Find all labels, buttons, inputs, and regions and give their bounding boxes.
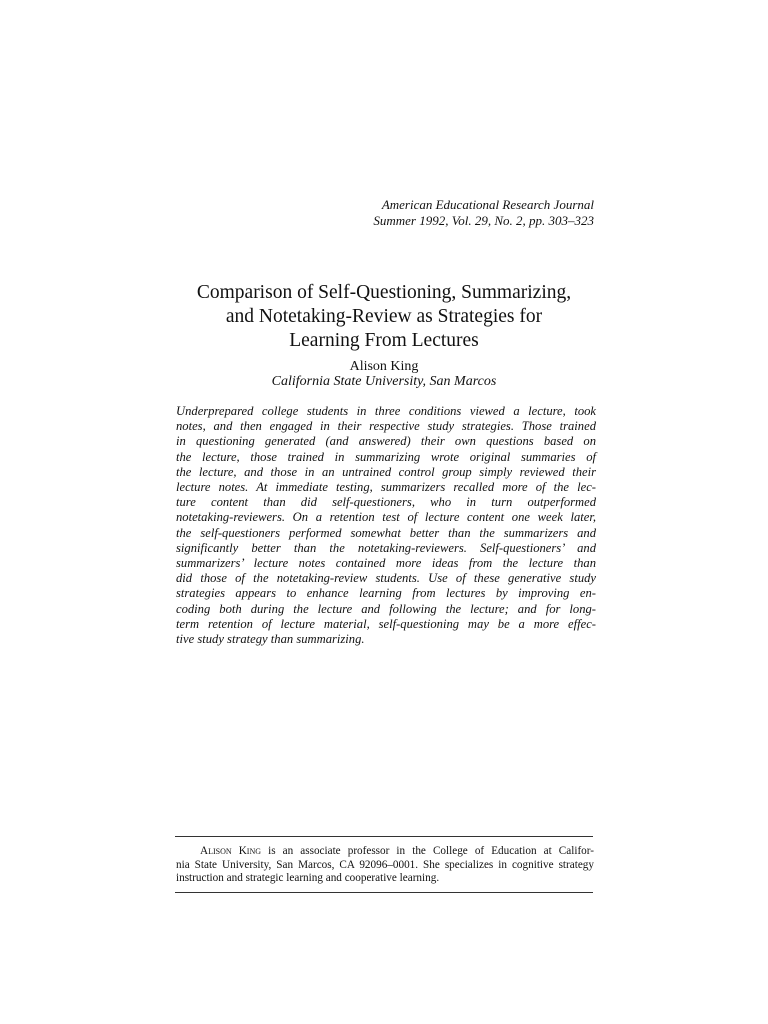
abstract-line: strategies appears to enhance learning from lectures by improving en- [176,586,596,601]
abstract-line: summarizers’ lecture notes contained more ideas from the lecture than [176,556,596,571]
author-affiliation: California State University, San Marcos [271,374,497,389]
footnote-rule-top [175,836,593,837]
author-footnote [176,845,594,886]
footnote-line: nia State University, San Marcos, CA 92096–0001. She specializes in cognitive strategy [176,858,594,871]
abstract-line: significantly better than the notetaking-reviewers. Self-questioners’ and [176,540,596,555]
abstract-line: lecture notes. At immediate testing, summarizers recalled more of the lec- [176,480,596,495]
abstract-line: the self-questioners performed somewhat better than the summarizers and [176,525,596,540]
footnote-line [176,845,594,859]
abstract-line: term retention of lecture material, self-questioning may be a more effec- [176,616,596,631]
title-line: and Notetaking-Review as Strategies for [225,306,543,327]
abstract [176,404,596,647]
abstract-line: ture content than did self-questioners, who in turn outperformed [176,495,596,510]
journal-issue: Summer 1992, Vol. 29, No. 2, pp. 303–323 [373,213,594,228]
abstract-line: coding both during the lecture and following the lecture; and for long- [176,601,596,616]
author-name: Alison King [349,359,419,374]
footnote-text: is an associate professor in the College of Education at Califor- [261,845,594,857]
title-line: Learning From Lectures [289,330,479,351]
abstract-line: the lecture, and those in an untrained control group simply reviewed their [176,464,596,479]
footnote-line: instruction and strategic learning and cooperative learning. [176,872,440,885]
abstract-line: notes, and then engaged in their respective study strategies. Those trained [176,419,596,434]
footnote-author-name: Alison King [200,845,262,857]
abstract-line: the lecture, those trained in summarizing wrote original summaries of [176,449,596,464]
abstract-line: tive study strategy than summarizing. [176,632,365,647]
title-line: Comparison of Self-Questioning, Summarizing, [196,282,572,303]
abstract-line: in questioning generated (and answered) their own questions based on [176,434,596,449]
abstract-line: notetaking-reviewers. On a retention test of lecture content one week later, [176,510,596,525]
abstract-line: did those of the notetaking-review students. Use of these generative study [176,571,596,586]
journal-name: American Educational Research Journal [381,197,594,212]
article-title [174,281,594,353]
abstract-line: Underprepared college students in three conditions viewed a lecture, took [176,404,596,418]
footnote-rule-bottom [175,892,593,893]
journal-citation [373,197,594,229]
